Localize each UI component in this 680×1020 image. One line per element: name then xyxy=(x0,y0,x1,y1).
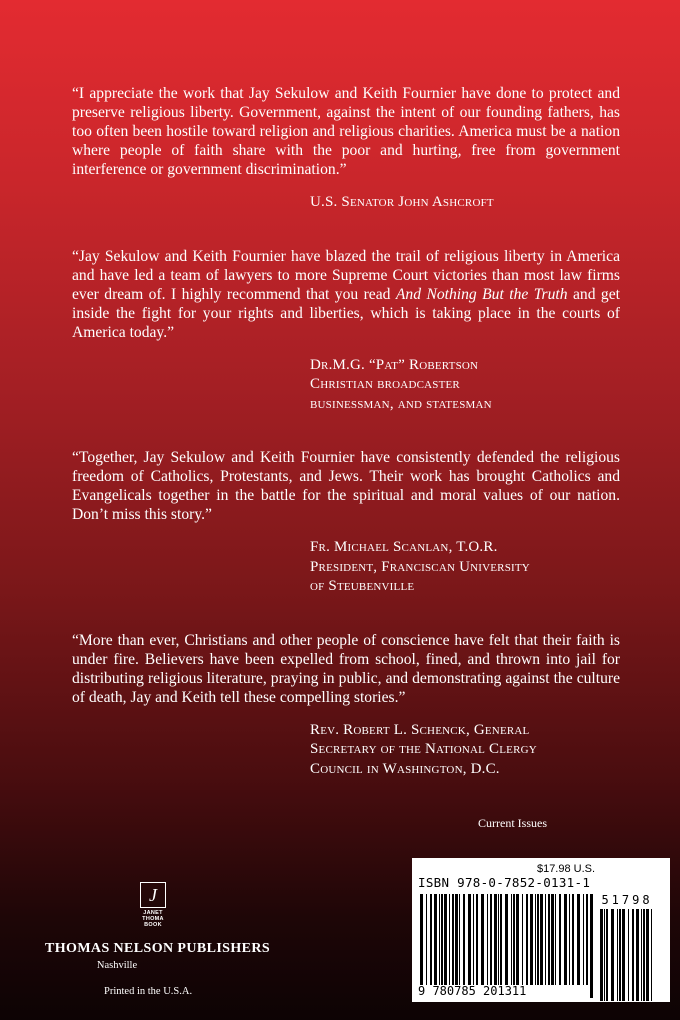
barcode-bar xyxy=(564,894,567,986)
category-label: Current Issues xyxy=(478,816,547,830)
barcode-bar xyxy=(606,909,608,1001)
barcode-bar xyxy=(548,894,550,986)
barcode-bar xyxy=(500,894,502,986)
quote-text: “I appreciate the work that Jay Sekulow and Keith Fournier have done to protect and preserve religious liberty. Government, against the intent of our founding fathers, has too often been hostile toward religion and religious charities. America must be a nation where people of faith share with the poor and hurting, free from government interference or government discrimination.” xyxy=(72,85,620,178)
barcode-bar xyxy=(526,894,528,986)
barcode-bar xyxy=(537,894,539,998)
barcode-bar xyxy=(651,909,652,1001)
barcode-bar xyxy=(545,894,546,986)
barcode-bar xyxy=(569,894,570,986)
barcode-bar xyxy=(641,909,642,1001)
barcode-bar xyxy=(455,894,458,986)
barcode-bar xyxy=(494,894,497,986)
logo-text: JANET THOMA BOOK xyxy=(142,910,164,928)
barcode-bar xyxy=(622,909,625,1001)
quote-ashcroft xyxy=(72,84,620,213)
barcode-panel xyxy=(412,858,670,1002)
barcode-bar xyxy=(444,894,447,986)
janet-thoma-logo xyxy=(138,882,168,936)
barcode-bar xyxy=(463,894,465,986)
barcode-bar xyxy=(604,909,605,1001)
barcode-bar xyxy=(430,894,432,986)
barcode-bar xyxy=(646,909,649,1001)
publisher-name: THOMAS NELSON PUBLISHERS xyxy=(45,941,271,956)
quote-attribution: Dr.M.G. “Pat” Robertson Christian broadcaster businessman, and statesman xyxy=(310,356,492,412)
price-addon-barcode xyxy=(598,894,656,1001)
price-label: $17.98 U.S. xyxy=(536,863,596,875)
ean-barcode xyxy=(418,894,594,998)
quote-text: “Jay Sekulow and Keith Fournier have blazed the trail of religious liberty in America and have led a team of lawyers to more Supreme Court victories than most law firms ever dream of. I highly recommend that you read And Nothing But the Truth and get inside the fight for your rights and liberties, which is taking place in the courts of America today.” xyxy=(72,247,620,341)
quote-text: “Together, Jay Sekulow and Keith Fournier have consistently defended the religious freedom of Catholics, Protestants, and Jews. Their work has brought Catholics and Evangelicals together in the battle for the spiritual and moral values of our nation. Don’t miss this story.” xyxy=(72,449,620,523)
barcode-bar xyxy=(420,894,423,998)
quote-attribution: Rev. Robert L. Schenck, General Secretary of the National Clergy Council in Washington, D.C. xyxy=(310,721,537,777)
printed-in: Printed in the U.S.A. xyxy=(104,986,193,997)
barcode-bar xyxy=(434,894,437,986)
quote-schenck xyxy=(72,631,620,780)
barcode-bar xyxy=(452,894,454,986)
barcode-bar xyxy=(619,909,621,1001)
quote-scanlan xyxy=(72,448,620,597)
barcode-bar xyxy=(439,894,440,986)
barcode-bar xyxy=(600,909,603,1001)
barcode-bar xyxy=(636,909,639,1001)
barcode-bar xyxy=(572,894,574,986)
barcode-bar xyxy=(481,894,484,986)
barcode-bar xyxy=(577,894,580,986)
barcode-bar xyxy=(505,894,508,986)
barcode-bar xyxy=(441,894,443,986)
barcode-digits: 9 780785 201311 xyxy=(418,985,588,998)
barcode-bar xyxy=(530,894,533,986)
barcode-bar xyxy=(535,894,536,998)
barcode-bar xyxy=(611,909,614,1001)
barcode-bar xyxy=(511,894,512,986)
quote-robertson xyxy=(72,247,620,415)
addon-digits: 51798 xyxy=(601,893,653,907)
quote-attribution: U.S. Senator John Ashcroft xyxy=(310,194,494,210)
barcode-bar xyxy=(555,894,556,986)
barcode-bar xyxy=(513,894,515,986)
barcode-bar xyxy=(522,894,523,986)
barcode-bar xyxy=(468,894,471,986)
barcode-bar xyxy=(583,894,584,986)
barcode-bar xyxy=(516,894,519,986)
barcode-bar xyxy=(476,894,478,986)
publisher-city: Nashville xyxy=(96,960,138,971)
barcode-bar xyxy=(487,894,488,986)
barcode-bar xyxy=(590,894,593,998)
logo-mark: J xyxy=(140,882,166,908)
endorsements xyxy=(72,84,620,813)
barcode-bar xyxy=(628,909,629,1001)
barcode-bar xyxy=(617,909,618,1001)
barcode-bar xyxy=(643,909,645,1001)
barcode-bar xyxy=(498,894,499,986)
barcode-bar xyxy=(540,894,543,986)
barcode-bar xyxy=(490,894,492,986)
barcode-bar xyxy=(449,894,450,986)
barcode-bar xyxy=(426,894,427,998)
isbn-label: ISBN 978-0-7852-0131-1 xyxy=(418,875,591,890)
quote-attribution: Fr. Michael Scanlan, T.O.R. President, Franciscan University of Steubenville xyxy=(310,539,530,594)
barcode-bar xyxy=(559,894,561,986)
quote-text: “More than ever, Christians and other people of conscience have felt that their faith is under fire. Believers have been expelled from school, fined, and thrown into jail for distributing religious literature, praying in public, and demonstrating against the culture of death, Jay and Keith tell these compelling stories.” xyxy=(72,631,620,706)
barcode-bar xyxy=(473,894,474,986)
barcode-bar xyxy=(632,909,634,1001)
barcode-bar xyxy=(459,894,460,986)
barcode-bar xyxy=(551,894,554,986)
barcode-bar xyxy=(586,894,588,986)
book-title: And Nothing But the Truth xyxy=(395,285,568,303)
